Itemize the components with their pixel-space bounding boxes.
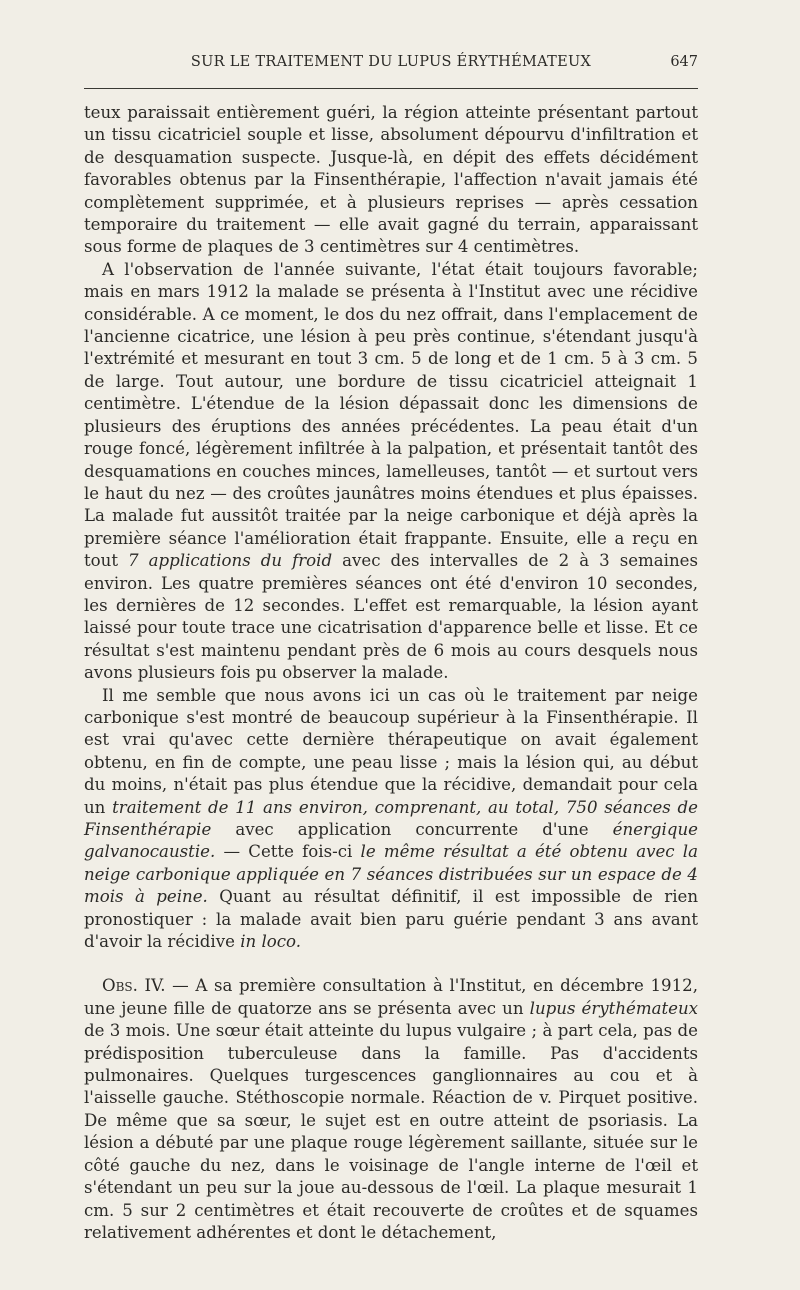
text-run: teux paraissait entièrement guéri, la région atteinte présentant partout un tissu cicatriciel souple et lisse, absolument dépourvu d'infiltration et de desquamation suspecte. Jusque-là, en dépit des effets décidément favorables obtenus par la Finsenthérapie, l'affection n'avait jamais été complètement supprimée, et à plusieurs reprises — après cessation temporaire du traitement — elle avait gagné du terrain, apparaissant sous forme de plaques de 3 centimètres sur 4 centimètres. <box>84 103 698 257</box>
italic-run: 7 applications du froid <box>128 551 333 571</box>
text-run: A l'observation de l'année suivante, l'état était toujours favorable; mais en mars 1912 la malade se présenta à l'Institut avec une récidive considérable. A ce moment, le dos du nez offrait, dans l'emplacement de l'ancienne cicatrice, une lésion à peu près continue, s'étendant jusqu'à l'extrémité et mesurant en tout 3 cm. 5 de long et de 1 cm. 5 à 3 cm. 5 de large. Tout autour, une bordure de tissu cicatriciel atteignait 1 centimètre. L'étendue de la lésion dépassait donc les dimensions de plusieurs des éruptions des années précédentes. La peau était d'un rouge foncé, légèrement infiltrée à la palpation, et présentait tantôt des desquamations en couches minces, lamelleuses, tantôt — et surtout vers le haut du nez — des croûtes jaunâtres moins étendues et plus épaisses. La malade fut aussitôt traitée par la neige carbonique et déjà après la première séance l'amélioration était frappante. Ensuite, elle a reçu en tout <box>84 259 698 571</box>
text-run: — A sa première consultation à l'Institut, en décembre 1912, une jeune fille de quatorze ans se présenta avec un <box>84 976 698 1018</box>
header-rule <box>84 88 698 89</box>
italic-run: le même résultat a été obtenu avec la neige carbonique appliquée en 7 séances distribuées sur un espace de 4 mois à peine. <box>84 842 698 907</box>
text-run: avec des intervalles de 2 à 3 semaines environ. Les quatre premières séances ont été d'environ 10 secondes, les dernières de 12 secondes. L'effet est remarquable, la lésion ayant laissé pour toute trace une cicatrisation d'apparence belle et lisse. Et ce résultat s'est maintenu pendant près de 6 mois au cours desquels nous avons plusieurs fois pu observer la malade. <box>84 551 698 683</box>
running-title: SUR LE TRAITEMENT DU LUPUS ÉRYTHÉMATEUX <box>190 54 592 70</box>
italic-run: in loco. <box>240 932 302 952</box>
observation-label: Obs. IV. <box>102 976 166 996</box>
body-text <box>84 102 698 1244</box>
text-run: — Cette fois-ci <box>215 842 361 862</box>
paragraph-obs-iv <box>84 975 698 1244</box>
text-run: de 3 mois. Une sœur était atteinte du lupus vulgaire ; à part cela, pas de prédisposition tuberculeuse dans la famille. Pas d'accidents pulmonaires. Quelques turgescences ganglionnaires au cou et à l'aisselle gauche. Stéthoscopie normale. Réaction de v. Pirquet positive. De même que sa sœur, le sujet est en outre atteint de psoriasis. La lésion a débuté par une plaque rouge légèrement saillante, située sur le côté gauche du nez, dans le voisinage de l'angle interne de l'œil et s'étendant un peu sur la joue au-dessous de l'œil. La plaque mesurait 1 cm. 5 sur 2 centimètres et était recouverte de croûtes et de squames relativement adhérentes et dont le détachement, <box>84 1021 698 1242</box>
italic-run: traitement de 11 ans environ, comprenant, au total, 750 séances de Finsenthérapie <box>84 797 698 839</box>
text-run: Quant au résultat définitif, il est impossible de rien pronostiquer : la malade avait bien paru guérie pendant 3 ans avant d'avoir la récidive <box>84 887 699 952</box>
italic-run: énergique galvanocaustie. <box>84 820 698 862</box>
section-gap <box>84 953 698 975</box>
page-header <box>84 52 698 82</box>
paragraph <box>84 102 698 259</box>
text-run: Il me semble que nous avons ici un cas où le traitement par neige carbonique s'est montré de beaucoup supérieur à la Finsenthérapie. Il est vrai qu'avec cette dernière thérapeutique on avait également obtenu, en fin de compte, une peau lisse ; mais la lésion qui, au début du moins, n'était pas plus étendue que la récidive, demandait pour cela un <box>84 685 698 817</box>
page-number: 647 <box>670 54 698 70</box>
text-run: avec application concurrente d'une <box>211 820 613 839</box>
paragraph <box>84 259 698 685</box>
italic-run: lupus érythémateux <box>529 998 699 1018</box>
paragraph <box>84 685 698 954</box>
